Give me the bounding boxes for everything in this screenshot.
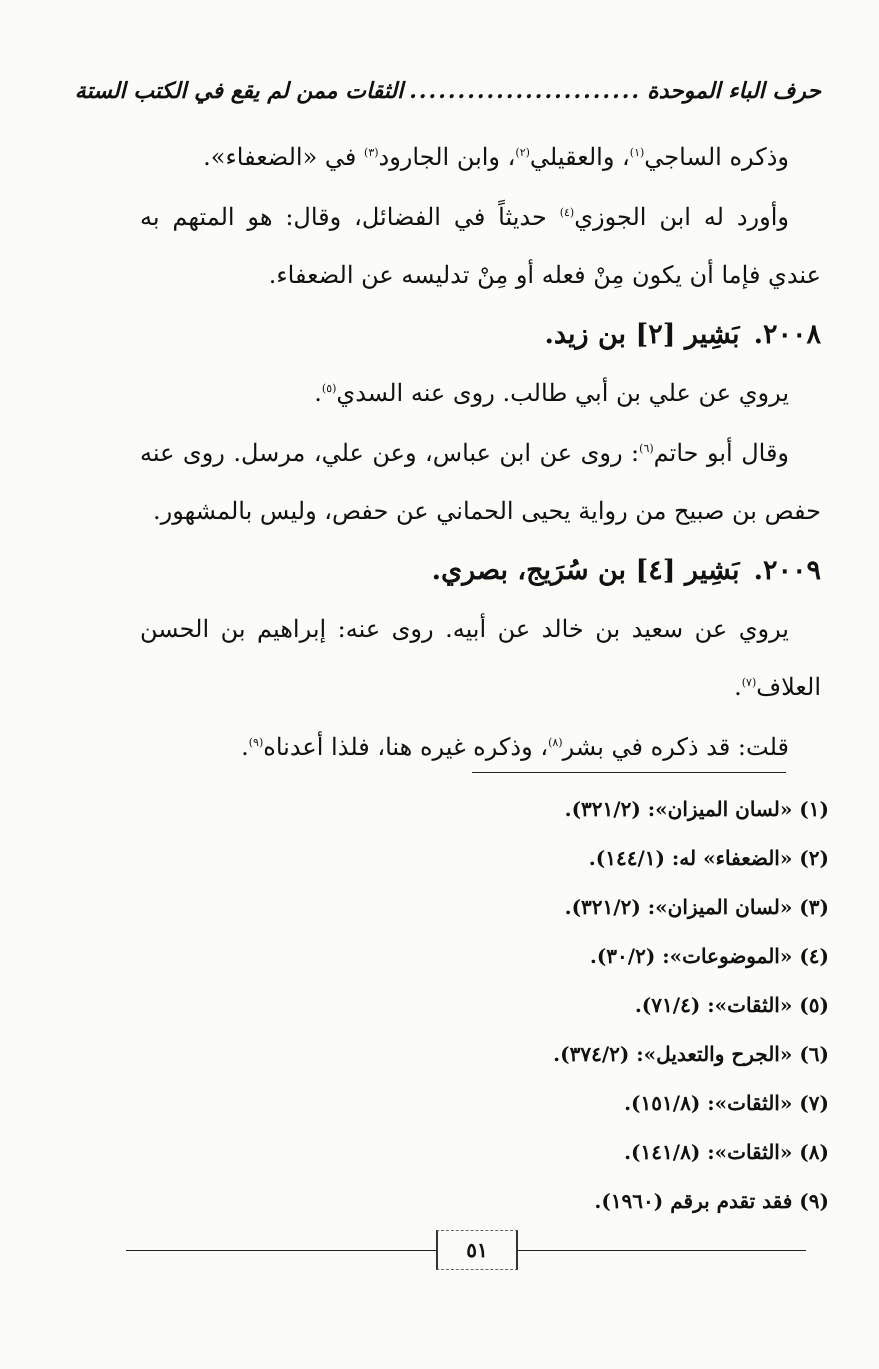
text-run: وأورد له ابن الجوزي xyxy=(574,203,789,231)
paragraph-5 xyxy=(140,600,821,716)
text-run: . xyxy=(314,379,322,407)
footnote-separator xyxy=(472,772,786,773)
footnote-item: (٥) «الثقات»: (٧١/٤). xyxy=(634,993,829,1017)
header-chapter-title: حرف الباء الموحدة xyxy=(647,78,821,104)
entry-heading-2009 xyxy=(140,542,821,600)
main-text xyxy=(140,128,821,778)
footnote-ref[interactable]: (٥) xyxy=(321,382,337,395)
entry-number: ٢٠٠٩. xyxy=(753,555,821,586)
footnote-ref[interactable]: (٤) xyxy=(559,206,575,219)
entry-heading-2008 xyxy=(140,306,821,364)
footnote-item: (٤) «الموضوعات»: (٣٠/٢). xyxy=(589,944,829,968)
text-run: . xyxy=(734,673,742,701)
page-number: ٥١ xyxy=(436,1230,518,1270)
footnote-item: (٧) «الثقات»: (١٥١/٨). xyxy=(624,1091,829,1115)
footnote-ref[interactable]: (٩) xyxy=(248,736,264,749)
header-book-title: الثقات ممن لم يقع في الكتب الستة xyxy=(74,78,404,104)
footnote-ref[interactable]: (٧) xyxy=(741,676,757,689)
header-dot-leader: ........................ xyxy=(409,78,642,104)
footnote-item: (٣) «لسان الميزان»: (٣٢١/٢). xyxy=(564,895,829,919)
footnote-item: (٩) فقد تقدم برقم (١٩٦٠). xyxy=(594,1189,829,1213)
paragraph-2 xyxy=(140,188,821,304)
entry-name: بَشِير [٢] بن زيد. xyxy=(544,319,740,350)
running-header xyxy=(74,74,821,108)
footnote-ref[interactable]: (٢) xyxy=(515,146,530,159)
text-run: يروي عن علي بن أبي طالب. روى عنه السدي xyxy=(336,379,789,407)
text-run: في «الضعفاء». xyxy=(203,143,365,171)
text-run: ، والعقيلي xyxy=(529,143,630,171)
footnote-item: (٨) «الثقات»: (١٤١/٨). xyxy=(624,1140,829,1164)
entry-number: ٢٠٠٨. xyxy=(753,319,821,350)
footnote-item: (٦) «الجرح والتعديل»: (٣٧٤/٢). xyxy=(553,1042,829,1066)
paragraph-1 xyxy=(140,128,821,186)
text-run: حديثاً في الفضائل، وقال: هو المتهم به عندي فإما أن يكون مِنْ فعله أو مِنْ تدليسه عن الضعفاء. xyxy=(140,203,821,289)
footnote-ref[interactable]: (١) xyxy=(629,146,645,159)
entry-name: بَشِير [٤] بن سُرَيج، بصري. xyxy=(431,555,740,586)
footnotes xyxy=(309,785,829,1226)
footnote-ref[interactable]: (٦) xyxy=(639,442,654,455)
text-run: . xyxy=(241,733,249,761)
text-run: : روى عن ابن عباس، وعن علي، مرسل. روى عنه حفص بن صبيح من رواية يحيى الحماني عن حفص، وليس بالمشهور. xyxy=(140,439,821,525)
paragraph-6 xyxy=(140,718,821,776)
footnote-ref[interactable]: (٨) xyxy=(548,736,563,749)
footnote-item: (٢) «الضعفاء» له: (١٤٤/١). xyxy=(588,846,829,870)
footnote-ref[interactable]: (٣) xyxy=(364,146,379,159)
paragraph-4 xyxy=(140,424,821,540)
footnote-item: (١) «لسان الميزان»: (٣٢١/٢). xyxy=(564,797,829,821)
text-run: ، وذكره غيره هنا، فلذا أعدناه xyxy=(263,733,549,761)
text-run: وقال أبو حاتم xyxy=(653,439,790,467)
text-run: وذكره الساجي xyxy=(644,143,789,171)
text-run: قلت: قد ذكره في بشر xyxy=(562,733,789,761)
text-run: يروي عن سعيد بن خالد عن أبيه. روى عنه: إبراهيم بن الحسن العلاف xyxy=(140,615,821,701)
text-run: ، وابن الجارود xyxy=(378,143,516,171)
paragraph-3 xyxy=(140,364,821,422)
